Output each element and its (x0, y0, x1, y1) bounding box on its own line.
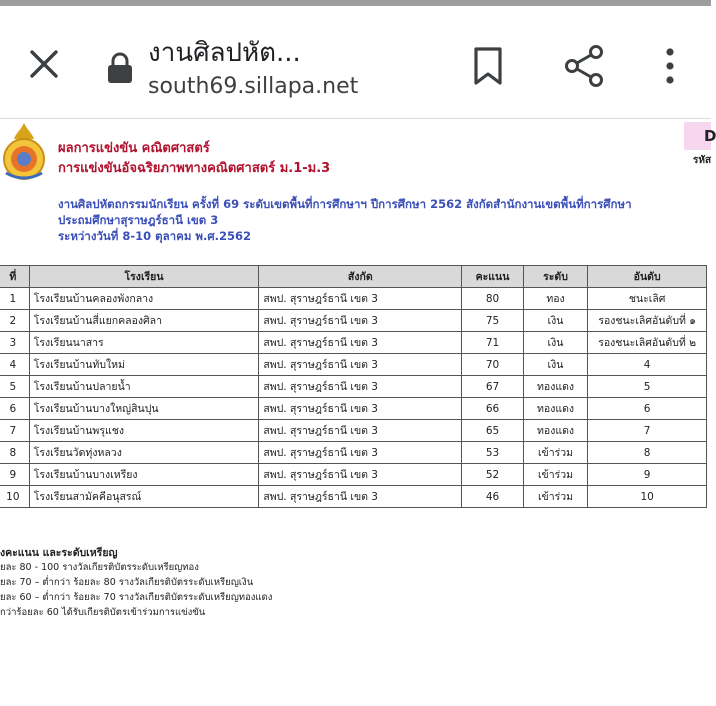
cell-school: โรงเรียนบ้านสี่แยกคลองศิลา (29, 310, 259, 332)
cell-school: โรงเรียนบ้านทับใหม่ (29, 354, 259, 376)
cell-no: 6 (0, 398, 29, 420)
cell-no: 10 (0, 486, 29, 508)
cell-score: 66 (462, 398, 524, 420)
cell-level: เงิน (523, 332, 588, 354)
cell-score: 65 (462, 420, 524, 442)
cell-district: สพป. สุราษฎร์ธานี เขต 3 (259, 442, 462, 464)
criteria-line-gold: ยละ 80 - 100 รางวัลเกียรติบัตรระดับเหรียญทอง (0, 562, 199, 573)
cell-score: 46 (462, 486, 524, 508)
more-options-button[interactable] (648, 42, 692, 90)
cell-no: 1 (0, 288, 29, 310)
col-header-score: คะแนน (462, 266, 524, 288)
cell-score: 53 (462, 442, 524, 464)
share-button[interactable] (562, 42, 606, 90)
more-vert-icon (664, 46, 676, 86)
bookmark-button[interactable] (466, 42, 510, 90)
cell-rank: รองชนะเลิศอันดับที่ ๑ (588, 310, 707, 332)
criteria-title: งคะแนน และระดับเหรียญ (0, 547, 118, 559)
cell-district: สพป. สุราษฎร์ธานี เขต 3 (259, 332, 462, 354)
cell-district: สพป. สุราษฎร์ธานี เขต 3 (259, 464, 462, 486)
document-content (0, 119, 716, 706)
code-note: รหัส (693, 155, 712, 166)
cell-school: โรงเรียนบ้านพรุแชง (29, 420, 259, 442)
cell-school: โรงเรียนบ้านปลายน้ำ (29, 376, 259, 398)
table-row (0, 486, 707, 508)
cell-level: เข้าร่วม (523, 464, 588, 486)
code-badge-label: D (704, 127, 716, 145)
cell-rank: 9 (588, 464, 707, 486)
cell-rank: 5 (588, 376, 707, 398)
close-button[interactable] (20, 40, 68, 88)
cell-score: 52 (462, 464, 524, 486)
col-header-school: โรงเรียน (29, 266, 259, 288)
page-url[interactable]: south69.sillapa.net (148, 74, 359, 99)
code-badge (684, 122, 716, 150)
cell-rank: รองชนะเลิศอันดับที่ ๒ (588, 332, 707, 354)
table-row (0, 288, 707, 310)
cell-district: สพป. สุราษฎร์ธานี เขต 3 (259, 288, 462, 310)
criteria-line-bronze: ยละ 60 – ต่ำกว่า ร้อยละ 70 รางวัลเกียรติบัตรระดับเหรียญทองแดง (0, 592, 273, 603)
cell-level: ทองแดง (523, 376, 588, 398)
table-row (0, 442, 707, 464)
cell-school: โรงเรียนวัดทุ่งหลวง (29, 442, 259, 464)
col-header-level: ระดับ (523, 266, 588, 288)
share-icon (563, 44, 605, 88)
cell-level: เข้าร่วม (523, 486, 588, 508)
cell-level: เงิน (523, 310, 588, 332)
criteria-line-silver: ยละ 70 – ต่ำกว่า ร้อยละ 80 รางวัลเกียรติบัตรระดับเหรียญเงิน (0, 577, 254, 588)
col-header-rank: อันดับ (588, 266, 707, 288)
table-row (0, 398, 707, 420)
cell-school: โรงเรียนบ้านบางใหญ่สินปุน (29, 398, 259, 420)
cell-rank: ชนะเลิศ (588, 288, 707, 310)
cell-score: 75 (462, 310, 524, 332)
lock-icon (106, 52, 134, 84)
result-heading: ผลการแข่งขัน คณิตศาสตร์ (58, 141, 210, 156)
emblem-logo (2, 121, 46, 183)
cell-rank: 6 (588, 398, 707, 420)
cell-district: สพป. สุราษฎร์ธานี เขต 3 (259, 376, 462, 398)
cell-no: 3 (0, 332, 29, 354)
cell-rank: 4 (588, 354, 707, 376)
col-header-district: สังกัด (259, 266, 462, 288)
cell-district: สพป. สุราษฎร์ธานี เขต 3 (259, 354, 462, 376)
table-row (0, 464, 707, 486)
cell-rank: 7 (588, 420, 707, 442)
cell-district: สพป. สุราษฎร์ธานี เขต 3 (259, 310, 462, 332)
cell-level: เงิน (523, 354, 588, 376)
cell-score: 70 (462, 354, 524, 376)
browser-toolbar (0, 6, 711, 118)
cell-no: 7 (0, 420, 29, 442)
col-header-no: ที่ (0, 266, 29, 288)
cell-district: สพป. สุราษฎร์ธานี เขต 3 (259, 420, 462, 442)
cell-no: 2 (0, 310, 29, 332)
competition-heading: การแข่งขันอัจฉริยภาพทางคณิตศาสตร์ ม.1-ม.3 (58, 161, 331, 176)
bookmark-icon (472, 46, 504, 86)
cell-no: 5 (0, 376, 29, 398)
table-header-row (0, 266, 707, 288)
page-title[interactable]: งานศิลปหัต... (148, 38, 301, 68)
event-line-1: งานศิลปหัตถกรรมนักเรียน ครั้งที่ 69 ระดับเขตพื้นที่การศึกษาฯ ปีการศึกษา 2562 สังกัดสำนักงานเขตพื้นที่การศึกษา (58, 197, 632, 211)
table-row (0, 420, 707, 442)
event-line-2: ประถมศึกษาสุราษฎร์ธานี เขต 3 (58, 213, 219, 227)
table-row (0, 310, 707, 332)
cell-no: 8 (0, 442, 29, 464)
cell-level: เข้าร่วม (523, 442, 588, 464)
cell-no: 9 (0, 464, 29, 486)
cell-level: ทองแดง (523, 420, 588, 442)
cell-level: ทอง (523, 288, 588, 310)
table-row (0, 332, 707, 354)
cell-school: โรงเรียนนาสาร (29, 332, 259, 354)
cell-school: โรงเรียนบ้านบางเหรียง (29, 464, 259, 486)
results-table (0, 265, 707, 508)
cell-school: โรงเรียนบ้านคลองพังกลาง (29, 288, 259, 310)
cell-rank: 8 (588, 442, 707, 464)
cell-score: 71 (462, 332, 524, 354)
close-icon (27, 47, 61, 81)
table-row (0, 354, 707, 376)
cell-district: สพป. สุราษฎร์ธานี เขต 3 (259, 486, 462, 508)
cell-no: 4 (0, 354, 29, 376)
cell-rank: 10 (588, 486, 707, 508)
cell-level: ทองแดง (523, 398, 588, 420)
cell-score: 67 (462, 376, 524, 398)
criteria-line-participation: กว่าร้อยละ 60 ได้รับเกียรติบัตรเข้าร่วมการแข่งขัน (0, 607, 206, 618)
table-row (0, 376, 707, 398)
cell-school: โรงเรียนสามัคคีอนุสรณ์ (29, 486, 259, 508)
cell-district: สพป. สุราษฎร์ธานี เขต 3 (259, 398, 462, 420)
cell-score: 80 (462, 288, 524, 310)
event-dates: ระหว่างวันที่ 8-10 ตุลาคม พ.ศ.2562 (58, 229, 252, 243)
